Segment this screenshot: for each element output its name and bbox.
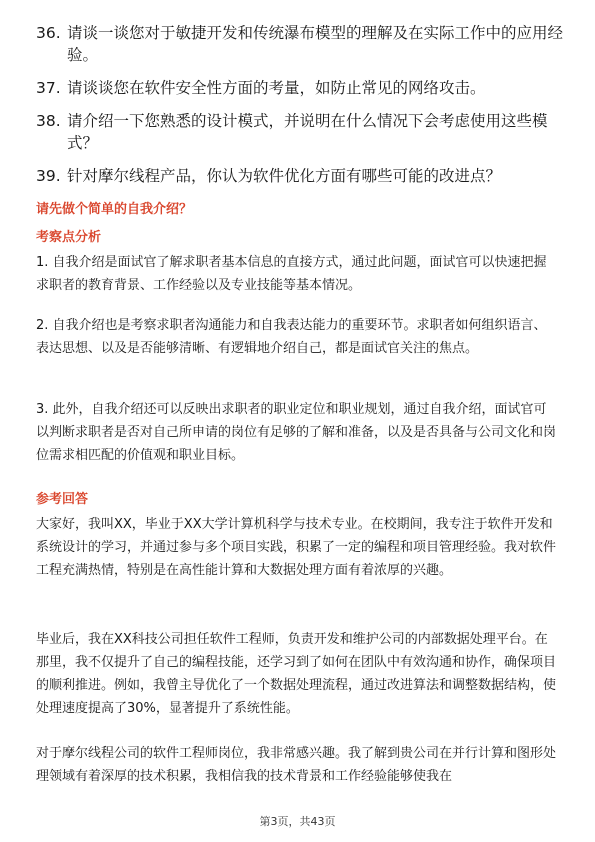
- analysis-heading: 考察点分析: [36, 230, 102, 245]
- question-number: 36.: [36, 24, 61, 42]
- question-item: [36, 110, 566, 154]
- question-text: 针对摩尔线程产品，你认为软件优化方面有哪些可能的改进点？: [67, 167, 502, 185]
- question-text: 请谈谈您在软件安全性方面的考量，如防止常见的网络攻击。: [67, 79, 486, 97]
- question-item: [36, 165, 566, 187]
- question-number: 39.: [36, 167, 61, 185]
- answer-paragraph: 对于摩尔线程公司的软件工程师岗位，我非常感兴趣。我了解到贵公司在并行计算和图形处理领域有着深厚的技术积累，我相信我的技术背景和工作经验能够使我在: [36, 746, 557, 784]
- question-list: [36, 22, 566, 198]
- analysis-point: 1. 自我介绍是面试官了解求职者基本信息的直接方式，通过此问题，面试官可以快速把握求职者的教育背景、工作经验以及专业技能等基本情况。: [36, 255, 547, 293]
- question-item: [36, 77, 566, 99]
- question-item: [36, 22, 566, 66]
- analysis-point: 2. 自我介绍也是考察求职者沟通能力和自我表达能力的重要环节。求职者如何组织语言、表达思想、以及是否能够清晰、有逻辑地介绍自己，都是面试官关注的焦点。: [36, 318, 547, 356]
- answer-heading: 参考回答: [36, 492, 89, 507]
- self-intro-heading: 请先做个简单的自我介绍？: [36, 202, 193, 217]
- question-text: 请谈一谈您对于敏捷开发和传统瀑布模型的理解及在实际工作中的应用经验。: [67, 24, 564, 64]
- answer-paragraph: 毕业后，我在XX科技公司担任软件工程师，负责开发和维护公司的内部数据处理平台。在那里，我不仅提升了自己的编程技能，还学习到了如何在团队中有效沟通和协作，确保项目的顺利推进。例如，我曾主导优化了一个数据处理流程，通过改进算法和调整数据结构，使处理速度提高了30%，显著提升了系统性能。: [36, 632, 557, 716]
- question-number: 37.: [36, 79, 61, 97]
- question-text: 请介绍一下您熟悉的设计模式，并说明在什么情况下会考虑使用这些模式？: [67, 112, 548, 152]
- analysis-point: 3. 此外，自我介绍还可以反映出求职者的职业定位和职业规划，通过自我介绍，面试官可以判断求职者是否对自己所申请的岗位有足够的了解和准备，以及是否具备与公司文化和岗位需求相匹配的价值观和职业目标。: [36, 402, 557, 463]
- answer-paragraph: 大家好，我叫XX，毕业于XX大学计算机科学与技术专业。在校期间，我专注于软件开发和系统设计的学习，并通过参与多个项目实践，积累了一定的编程和项目管理经验。我对软件工程充满热情，特别是在高性能计算和大数据处理方面有着浓厚的兴趣。: [36, 517, 557, 578]
- question-number: 38.: [36, 112, 61, 130]
- page-footer: 第3页，共43页: [259, 815, 336, 828]
